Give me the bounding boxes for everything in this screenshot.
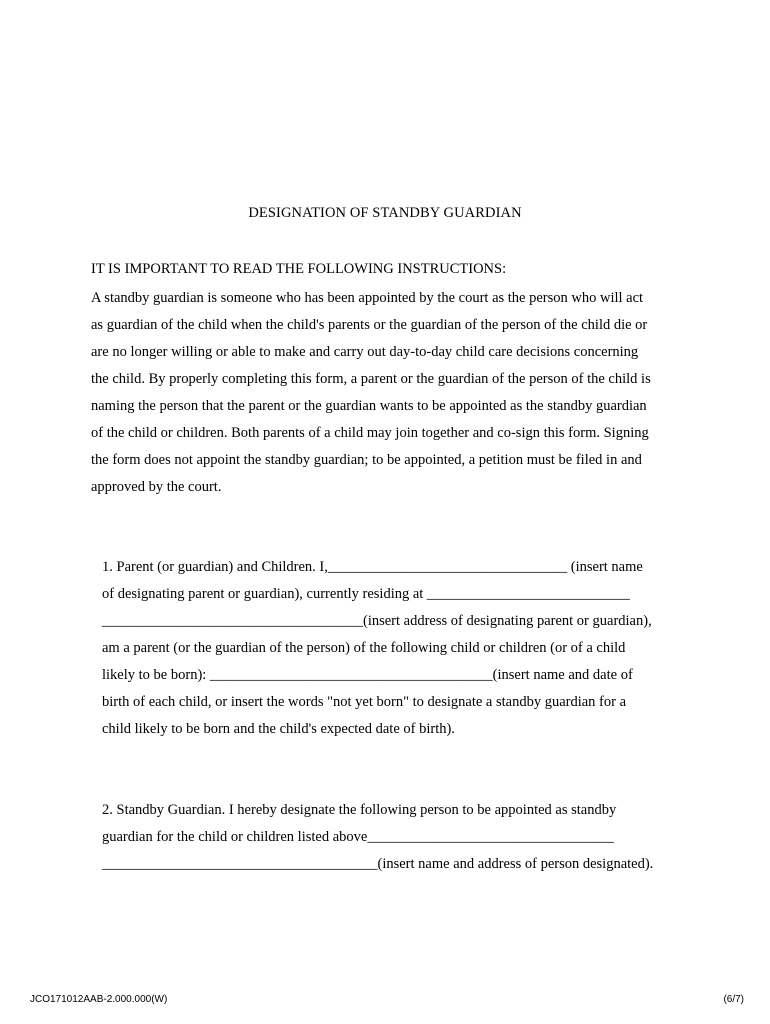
instructions-line: the form does not appoint the standby guardian; to be appointed, a petition must be filed in and — [91, 452, 642, 468]
instructions-line: naming the person that the parent or the guardian wants to be appointed as the standby guardian — [91, 398, 647, 414]
section1-line: birth of each child, or insert the words "not yet born" to designate a standby guardian for a — [102, 694, 627, 710]
section2-line: ______________________________________(insert name and address of person designated). — [102, 856, 654, 872]
section1-line: likely to be born): _______________________________________(insert name and date of — [102, 667, 633, 683]
instructions-paragraph — [91, 285, 683, 501]
section2-line: guardian for the child or children listed above__________________________________ — [102, 829, 614, 845]
section-standby-guardian — [102, 797, 692, 878]
instructions-line: are no longer willing or able to make and carry out day-to-day child care decisions concerning — [91, 344, 639, 360]
section1-line: ____________________________________(insert address of designating parent or guardian), — [102, 613, 652, 629]
section-parent-and-children — [102, 554, 692, 743]
form-code-footer: JCO171012AAB-2.000.000(W) — [30, 994, 168, 1005]
instructions-heading: IT IS IMPORTANT TO READ THE FOLLOWING INSTRUCTIONS: — [91, 261, 507, 277]
instructions-line: as guardian of the child when the child's parents or the guardian of the person of the child die or — [91, 317, 648, 333]
section2-line: 2. Standby Guardian. I hereby designate the following person to be appointed as standby — [102, 802, 617, 818]
section1-line: 1. Parent (or guardian) and Children. I,_________________________________ (insert name — [102, 559, 643, 575]
instructions-line: the child. By properly completing this form, a parent or the guardian of the person of the child is — [91, 371, 651, 387]
document-title: DESIGNATION OF STANDBY GUARDIAN — [248, 205, 522, 221]
instructions-line: of the child or children. Both parents of a child may join together and co-sign this form. Signing — [91, 425, 649, 441]
section1-line: of designating parent or guardian), currently residing at ____________________________ — [102, 586, 630, 602]
section1-line: am a parent (or the guardian of the person) of the following child or children (or of a child — [102, 640, 626, 656]
instructions-line: A standby guardian is someone who has been appointed by the court as the person who will act — [91, 290, 644, 306]
instructions-line: approved by the court. — [91, 479, 222, 495]
revision-footer: (6/7) — [723, 994, 744, 1005]
section1-line: child likely to be born and the child's expected date of birth). — [102, 721, 455, 737]
